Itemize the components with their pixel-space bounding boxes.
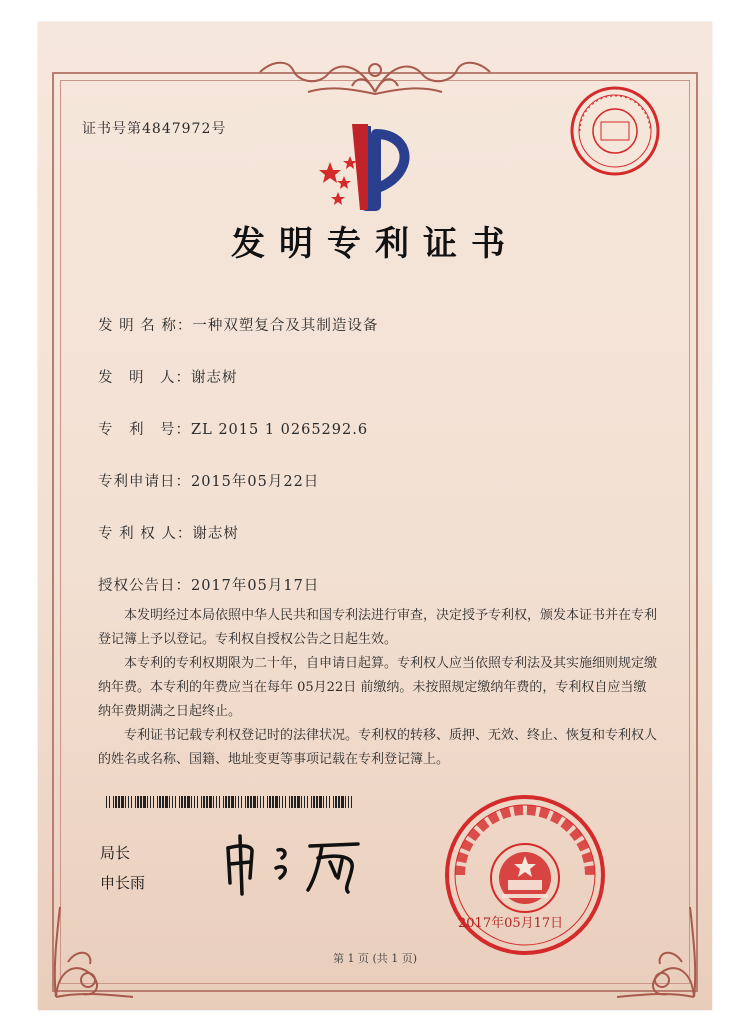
certificate-title: 发明专利证书 [231, 224, 519, 264]
barcode-bar [253, 796, 256, 808]
patentee-label: 专 利 权 人： [98, 526, 193, 542]
patentee-value: 谢志树 [192, 526, 239, 542]
top-right-seal [568, 84, 662, 178]
barcode-bar [159, 796, 161, 808]
barcode-bar [125, 796, 126, 808]
barcode-bar [326, 796, 327, 808]
barcode-bar [172, 796, 173, 808]
barcode-bar [121, 796, 124, 808]
barcode-bar [219, 796, 220, 808]
barcode-bar [206, 796, 208, 808]
barcode-bar [351, 796, 352, 808]
official-seal [442, 792, 608, 958]
barcode-bar [150, 796, 151, 808]
barcode-bar [181, 796, 183, 808]
barcode-bar [282, 796, 283, 808]
barcode-bar [301, 796, 302, 808]
inventor-row [98, 366, 238, 387]
filing-date-value: 2015年05月22日 [191, 474, 320, 490]
barcode-bar [118, 796, 120, 808]
barcode-bar [348, 796, 349, 808]
barcode-bar [143, 796, 146, 808]
barcode-bar [225, 796, 227, 808]
barcode-bar [179, 796, 180, 808]
certificate-paper [38, 22, 712, 1010]
seal-date: 2017年05月17日 [458, 916, 564, 931]
barcode-bar [260, 796, 261, 808]
patent-number-row [98, 418, 368, 439]
barcode-bar [275, 796, 278, 808]
barcode-bar [165, 796, 168, 808]
barcode-bar [131, 796, 132, 808]
barcode-bar [313, 796, 315, 808]
patent-number-value: ZL 2015 1 0265292.6 [191, 422, 369, 438]
invention-name-row [98, 314, 378, 335]
barcode-bar [323, 796, 324, 808]
barcode-bar [175, 796, 176, 808]
grant-date-row [98, 574, 319, 595]
filing-date-row [98, 470, 319, 491]
barcode-bar [231, 796, 234, 808]
barcode-bar [115, 796, 117, 808]
barcode-bar [203, 796, 205, 808]
barcode-bar [106, 796, 107, 808]
patentee-row [98, 522, 239, 543]
barcode-bar [137, 796, 139, 808]
barcode-bar [216, 796, 217, 808]
barcode-bar [235, 796, 236, 808]
barcode-bar [345, 796, 346, 808]
barcode-bar [140, 796, 142, 808]
barcode-bar [269, 796, 271, 808]
barcode-bar [297, 796, 300, 808]
barcode-bar [335, 796, 337, 808]
invention-name-label: 发 明 名 称： [98, 318, 193, 334]
barcode-bar [257, 796, 258, 808]
grant-date-value: 2017年05月17日 [191, 578, 320, 594]
barcode-bar [250, 796, 252, 808]
barcode-bar [319, 796, 322, 808]
barcode-bar [113, 796, 114, 808]
signature [218, 828, 378, 898]
barcode-bar [263, 796, 264, 808]
barcode-bar [279, 796, 280, 808]
barcode-bar [109, 796, 110, 808]
barcode-bar [238, 796, 239, 808]
barcode-bar [316, 796, 318, 808]
filing-date-label: 专利申请日： [98, 474, 191, 490]
officer-title: 局长 [100, 844, 131, 862]
inventor-label: 发 明 人： [98, 370, 191, 386]
barcode-bar [197, 796, 198, 808]
barcode-bar [223, 796, 224, 808]
barcode-bar [289, 796, 290, 808]
barcode-bar [304, 796, 305, 808]
barcode-bar [191, 796, 192, 808]
barcode-bar [169, 796, 170, 808]
barcode-bar [267, 796, 268, 808]
barcode-bar [241, 796, 242, 808]
inventor-value: 谢志树 [191, 370, 238, 386]
patent-number-label: 专 利 号： [98, 422, 191, 438]
barcode-bar [135, 796, 136, 808]
patent-office-logo [310, 118, 426, 216]
barcode-bar [247, 796, 249, 808]
paragraph-3: 专利证书记载专利权登记时的法律状况。专利权的转移、质押、无效、终止、恢复和专利权人的姓名或名称、国籍、地址变更等事项记载在专利登记簿上。 [98, 728, 658, 767]
barcode-bar [187, 796, 190, 808]
barcode-bar [338, 796, 340, 808]
barcode-bar [285, 796, 286, 808]
barcode-bar [294, 796, 296, 808]
barcode-bar [157, 796, 158, 808]
barcode-bar [307, 796, 308, 808]
barcode-bar [128, 796, 129, 808]
paragraph-1: 本发明经过本局依照中华人民共和国专利法进行审查，决定授予专利权，颁发本证书并在专利登记簿上予以登记。专利权自授权公告之日起生效。 [98, 608, 658, 647]
barcode-bar [329, 796, 330, 808]
page-footer: 第 1 页 (共 1 页) [332, 952, 418, 965]
barcode-bar [153, 796, 154, 808]
barcode [106, 796, 352, 808]
barcode-bar [209, 796, 212, 808]
barcode-bar [147, 796, 148, 808]
certificate-number: 证书号第4847972号 [82, 121, 227, 137]
barcode-bar [228, 796, 230, 808]
barcode-bar [245, 796, 246, 808]
barcode-bar [333, 796, 334, 808]
officer-name: 申长雨 [100, 874, 146, 892]
barcode-bar [194, 796, 195, 808]
invention-name-value: 一种双塑复合及其制造设备 [192, 318, 379, 334]
barcode-bar [272, 796, 274, 808]
barcode-bar [291, 796, 293, 808]
barcode-bar [213, 796, 214, 808]
paragraph-2: 本专利的专利权期限为二十年，自申请日起算。专利权人应当依照专利法及其实施细则规定缴纳年费。本专利的年费应当在每年 05月22日 前缴纳。未按照规定缴纳年费的，专利权自应当缴纳年费期满之日起终止。 [98, 656, 658, 719]
barcode-bar [162, 796, 164, 808]
barcode-bar [341, 796, 344, 808]
barcode-bar [201, 796, 202, 808]
barcode-bar [184, 796, 186, 808]
top-ornament [248, 52, 502, 98]
grant-date-label: 授权公告日： [98, 578, 191, 594]
barcode-bar [311, 796, 312, 808]
